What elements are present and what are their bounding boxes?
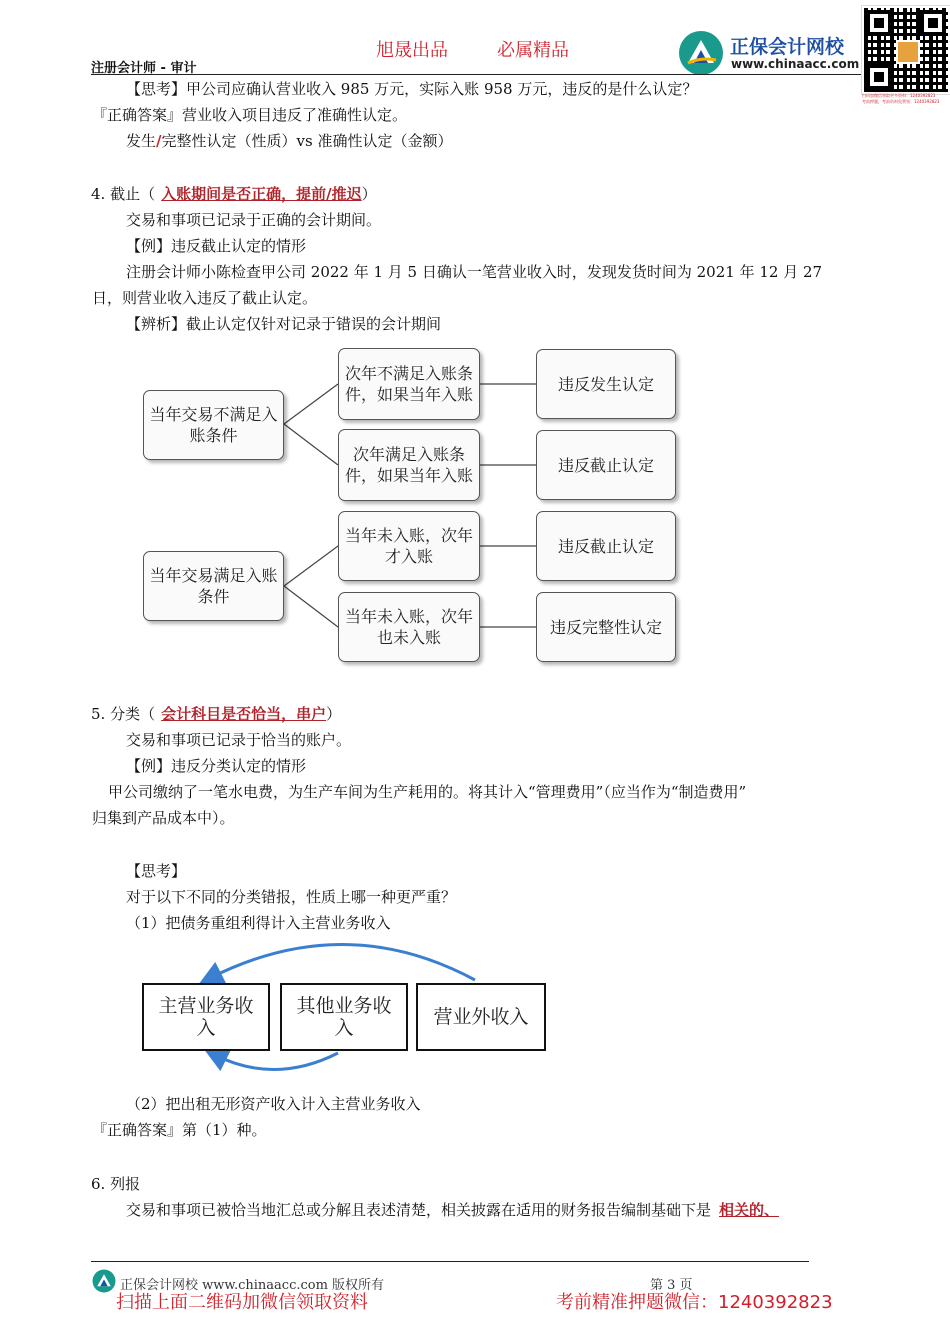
flow-mid-4: 当年未入账，次年也未入账 <box>338 592 480 662</box>
think1-question: 【思考】甲公司应确认营业收入 985 万元，实际入账 958 万元，违反的是什么认定？ <box>126 80 698 98</box>
footer-page-number: 第 3 页 <box>650 1278 693 1293</box>
box-other-revenue: 其他业务收入 <box>280 983 408 1051</box>
flow-root-qualified: 当年交易满足入账条件 <box>143 551 284 621</box>
think1-compare: 发生/完整性认定（性质）vs 准确性认定（金额） <box>126 132 453 150</box>
think2-option-1: （1）把债务重组利得计入主营业务收入 <box>126 914 391 932</box>
footer-rule <box>91 1261 809 1262</box>
footer-promo-right: 考前精准押题微信：1240392823 <box>556 1292 833 1313</box>
footer-promo-left: 扫描上面二维码加微信领取资料 <box>116 1292 368 1313</box>
flow-mid-2: 次年满足入账条件，如果当年入账 <box>338 429 480 501</box>
cutoff-definition: 交易和事项已记录于正确的会计期间。 <box>126 211 382 229</box>
qr-note-1: 扫码加微信领取更多资料：1240392823 <box>862 93 936 98</box>
logo-name: 正保会计网校 <box>730 36 845 58</box>
classification-heading: 5. 分类（ 会计科目是否恰当，串户） <box>91 705 342 723</box>
think1-answer: 『正确答案』营业收入项目违反了准确性认定。 <box>92 106 408 124</box>
footer-logo-icon <box>92 1269 116 1293</box>
cutoff-example-line1: 注册会计师小陈检查甲公司 2022 年 1 月 5 日确认一笔营业收入时，发现发货时间为 2021 年 12 月 27 <box>126 263 823 281</box>
cutoff-example-line2: 日，则营业收入违反了截止认定。 <box>92 289 318 307</box>
cutoff-heading: 4. 截止（ 入账期间是否正确，提前/推迟） <box>91 185 377 203</box>
flow-mid-3: 当年未入账，次年才入账 <box>338 511 480 581</box>
box-main-revenue: 主营业务收入 <box>142 983 270 1051</box>
classification-example-line2: 归集到产品成本中）。 <box>92 809 235 827</box>
flow-result-2: 违反截止认定 <box>536 430 676 500</box>
qr-note-2: 考前押题，考前资料免费领：1240392823 <box>862 99 940 104</box>
flow-root-not-qualified: 当年交易不满足入账条件 <box>143 390 284 460</box>
think2-option-2: （2）把出租无形资产收入计入主营业务收入 <box>126 1095 421 1113</box>
course-title: 注册会计师 - 审计 <box>91 61 197 76</box>
flow-mid-1: 次年不满足入账条件，如果当年入账 <box>338 348 480 420</box>
presentation-heading: 6. 列报 <box>91 1175 141 1193</box>
flow-result-3: 违反截止认定 <box>536 511 676 581</box>
header-tag-left: 旭晟出品 <box>376 40 448 61</box>
classification-definition: 交易和事项已记录于恰当的账户。 <box>126 731 352 749</box>
cutoff-example-label: 【例】违反截止认定的情形 <box>126 237 307 255</box>
presentation-text: 交易和事项已被恰当地汇总或分解且表述清楚，相关披露在适用的财务报告编制基础下是 相关的、 <box>126 1201 780 1219</box>
box-non-operating-income: 营业外收入 <box>416 983 546 1051</box>
think2-answer: 『正确答案』第（1）种。 <box>92 1121 267 1139</box>
classification-example-label: 【例】违反分类认定的情形 <box>126 757 307 775</box>
cutoff-analysis: 【辨析】截止认定仅针对记录于错误的会计期间 <box>126 315 442 333</box>
think2-question: 对于以下不同的分类错报，性质上哪一种更严重？ <box>126 888 457 906</box>
flow-result-1: 违反发生认定 <box>536 349 676 419</box>
flow-result-4: 违反完整性认定 <box>536 592 676 662</box>
classification-example-line1: 甲公司缴纳了一笔水电费，为生产车间为生产耗用的。将其计入“管理费用”（应当作为“制造费用” <box>108 783 747 801</box>
logo-url: www.chinaacc.com <box>731 57 860 71</box>
header-tag-right: 必属精品 <box>497 40 569 61</box>
think2-label: 【思考】 <box>126 862 187 880</box>
footer-brand: 正保会计网校 www.chinaacc.com 版权所有 <box>120 1278 385 1293</box>
